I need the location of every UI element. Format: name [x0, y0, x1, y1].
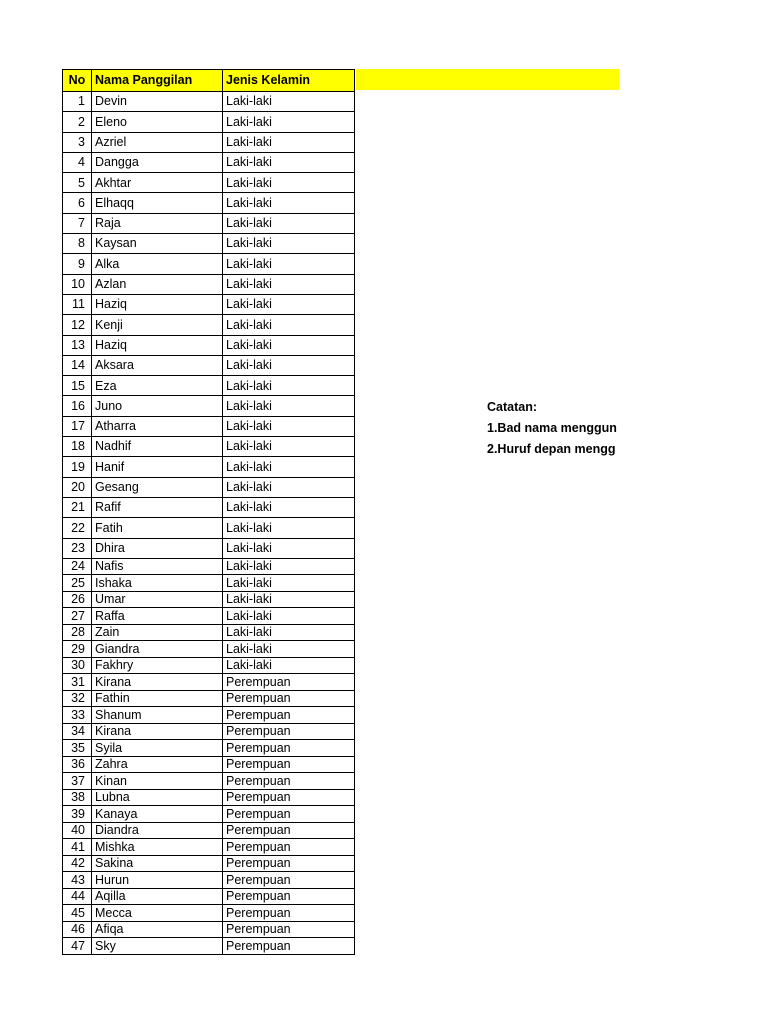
- cell-name: Kenji: [92, 315, 223, 335]
- table-row: [63, 274, 355, 294]
- cell-no: 3: [63, 132, 92, 152]
- cell-name: Ishaka: [92, 575, 223, 592]
- header-no: No: [63, 70, 92, 92]
- table-row: [63, 538, 355, 558]
- cell-gender: Laki-laki: [223, 376, 355, 396]
- table-row: [63, 905, 355, 922]
- cell-name: Raja: [92, 213, 223, 233]
- cell-gender: Perempuan: [223, 756, 355, 773]
- table-row: [63, 457, 355, 477]
- cell-gender: Perempuan: [223, 888, 355, 905]
- cell-gender: Laki-laki: [223, 497, 355, 517]
- cell-name: Diandra: [92, 822, 223, 839]
- cell-name: Mishka: [92, 839, 223, 856]
- cell-no: 12: [63, 315, 92, 335]
- cell-name: Haziq: [92, 294, 223, 314]
- cell-name: Syila: [92, 740, 223, 757]
- cell-no: 35: [63, 740, 92, 757]
- cell-gender: Perempuan: [223, 723, 355, 740]
- table-row: [63, 315, 355, 335]
- cell-gender: Laki-laki: [223, 112, 355, 132]
- cell-gender: Laki-laki: [223, 538, 355, 558]
- cell-no: 47: [63, 938, 92, 955]
- cell-no: 28: [63, 624, 92, 641]
- table-row: [63, 773, 355, 790]
- table-row: [63, 641, 355, 658]
- table-row: [63, 112, 355, 132]
- header-highlight-band: [356, 69, 619, 90]
- table-body: [63, 92, 355, 955]
- cell-gender: Laki-laki: [223, 294, 355, 314]
- cell-gender: Laki-laki: [223, 518, 355, 538]
- cell-name: Eza: [92, 376, 223, 396]
- cell-gender: Laki-laki: [223, 254, 355, 274]
- cell-name: Shanum: [92, 707, 223, 724]
- cell-no: 37: [63, 773, 92, 790]
- cell-gender: Perempuan: [223, 855, 355, 872]
- table-row: [63, 294, 355, 314]
- cell-no: 14: [63, 355, 92, 375]
- cell-no: 17: [63, 416, 92, 436]
- table-header-row: [63, 70, 355, 92]
- cell-no: 1: [63, 92, 92, 112]
- cell-no: 36: [63, 756, 92, 773]
- cell-no: 32: [63, 690, 92, 707]
- cell-gender: Laki-laki: [223, 173, 355, 193]
- cell-name: Gesang: [92, 477, 223, 497]
- cell-name: Umar: [92, 591, 223, 608]
- cell-gender: Laki-laki: [223, 92, 355, 112]
- cell-name: Fathin: [92, 690, 223, 707]
- table-row: [63, 132, 355, 152]
- cell-no: 8: [63, 234, 92, 254]
- cell-no: 29: [63, 641, 92, 658]
- table-row: [63, 756, 355, 773]
- cell-name: Juno: [92, 396, 223, 416]
- table-row: [63, 254, 355, 274]
- names-table: [62, 69, 355, 955]
- cell-gender: Perempuan: [223, 938, 355, 955]
- cell-gender: Laki-laki: [223, 416, 355, 436]
- cell-no: 30: [63, 657, 92, 674]
- table-row: [63, 335, 355, 355]
- cell-gender: Laki-laki: [223, 641, 355, 658]
- cell-gender: Perempuan: [223, 839, 355, 856]
- cell-no: 20: [63, 477, 92, 497]
- cell-gender: Perempuan: [223, 822, 355, 839]
- table-row: [63, 657, 355, 674]
- notes-block: [487, 399, 619, 462]
- cell-name: Kirana: [92, 723, 223, 740]
- table-row: [63, 591, 355, 608]
- table-row: [63, 518, 355, 538]
- table-row: [63, 213, 355, 233]
- table-row: [63, 806, 355, 823]
- cell-gender: Laki-laki: [223, 477, 355, 497]
- table-row: [63, 789, 355, 806]
- cell-no: 18: [63, 437, 92, 457]
- cell-no: 38: [63, 789, 92, 806]
- table-row: [63, 416, 355, 436]
- cell-name: Devin: [92, 92, 223, 112]
- cell-name: Aqilla: [92, 888, 223, 905]
- cell-name: Zain: [92, 624, 223, 641]
- cell-gender: Laki-laki: [223, 152, 355, 172]
- table-row: [63, 193, 355, 213]
- table-row: [63, 888, 355, 905]
- cell-gender: Laki-laki: [223, 355, 355, 375]
- cell-no: 11: [63, 294, 92, 314]
- cell-no: 23: [63, 538, 92, 558]
- cell-no: 6: [63, 193, 92, 213]
- cell-name: Mecca: [92, 905, 223, 922]
- table-row: [63, 690, 355, 707]
- cell-name: Aksara: [92, 355, 223, 375]
- cell-gender: Perempuan: [223, 921, 355, 938]
- table-row: [63, 497, 355, 517]
- table-row: [63, 92, 355, 112]
- table-row: [63, 822, 355, 839]
- notes-line-1: 1.Bad nama menggun: [487, 421, 617, 435]
- table-row: [63, 437, 355, 457]
- table-row: [63, 234, 355, 254]
- cell-gender: Perempuan: [223, 674, 355, 691]
- cell-gender: Perempuan: [223, 740, 355, 757]
- table-row: [63, 872, 355, 889]
- cell-name: Lubna: [92, 789, 223, 806]
- cell-no: 19: [63, 457, 92, 477]
- cell-gender: Perempuan: [223, 872, 355, 889]
- cell-name: Azriel: [92, 132, 223, 152]
- cell-no: 39: [63, 806, 92, 823]
- cell-no: 33: [63, 707, 92, 724]
- cell-name: Atharra: [92, 416, 223, 436]
- cell-name: Zahra: [92, 756, 223, 773]
- table-row: [63, 839, 355, 856]
- table-row: [63, 624, 355, 641]
- cell-name: Dhira: [92, 538, 223, 558]
- cell-gender: Laki-laki: [223, 457, 355, 477]
- cell-name: Kirana: [92, 674, 223, 691]
- cell-name: Haziq: [92, 335, 223, 355]
- cell-no: 16: [63, 396, 92, 416]
- cell-name: Sakina: [92, 855, 223, 872]
- table-row: [63, 723, 355, 740]
- cell-no: 5: [63, 173, 92, 193]
- cell-name: Kaysan: [92, 234, 223, 254]
- table-row: [63, 396, 355, 416]
- cell-no: 13: [63, 335, 92, 355]
- cell-no: 42: [63, 855, 92, 872]
- cell-no: 10: [63, 274, 92, 294]
- cell-gender: Laki-laki: [223, 591, 355, 608]
- cell-no: 40: [63, 822, 92, 839]
- cell-gender: Laki-laki: [223, 624, 355, 641]
- cell-name: Rafif: [92, 497, 223, 517]
- table-row: [63, 575, 355, 592]
- table-row: [63, 855, 355, 872]
- table-row: [63, 558, 355, 575]
- cell-gender: Laki-laki: [223, 335, 355, 355]
- cell-name: Afiqa: [92, 921, 223, 938]
- cell-no: 44: [63, 888, 92, 905]
- cell-gender: Perempuan: [223, 690, 355, 707]
- cell-no: 25: [63, 575, 92, 592]
- table-row: [63, 376, 355, 396]
- cell-name: Kanaya: [92, 806, 223, 823]
- table-row: [63, 921, 355, 938]
- table-row: [63, 152, 355, 172]
- cell-gender: Laki-laki: [223, 193, 355, 213]
- cell-name: Hanif: [92, 457, 223, 477]
- cell-no: 45: [63, 905, 92, 922]
- cell-name: Giandra: [92, 641, 223, 658]
- table-row: [63, 173, 355, 193]
- cell-gender: Laki-laki: [223, 396, 355, 416]
- cell-no: 22: [63, 518, 92, 538]
- table-row: [63, 674, 355, 691]
- cell-gender: Perempuan: [223, 773, 355, 790]
- cell-name: Fatih: [92, 518, 223, 538]
- cell-gender: Laki-laki: [223, 234, 355, 254]
- cell-name: Dangga: [92, 152, 223, 172]
- cell-no: 26: [63, 591, 92, 608]
- cell-gender: Laki-laki: [223, 274, 355, 294]
- cell-gender: Laki-laki: [223, 315, 355, 335]
- cell-gender: Perempuan: [223, 707, 355, 724]
- cell-no: 21: [63, 497, 92, 517]
- cell-no: 9: [63, 254, 92, 274]
- cell-gender: Laki-laki: [223, 213, 355, 233]
- cell-name: Nafis: [92, 558, 223, 575]
- cell-name: Azlan: [92, 274, 223, 294]
- table-row: [63, 477, 355, 497]
- cell-name: Hurun: [92, 872, 223, 889]
- cell-gender: Laki-laki: [223, 437, 355, 457]
- table-row: [63, 355, 355, 375]
- cell-no: 4: [63, 152, 92, 172]
- cell-no: 43: [63, 872, 92, 889]
- cell-gender: Perempuan: [223, 905, 355, 922]
- table-row: [63, 707, 355, 724]
- cell-name: Elhaqq: [92, 193, 223, 213]
- cell-name: Raffa: [92, 608, 223, 625]
- notes-title: Catatan:: [487, 400, 538, 414]
- cell-gender: Laki-laki: [223, 575, 355, 592]
- cell-no: 34: [63, 723, 92, 740]
- cell-gender: Laki-laki: [223, 558, 355, 575]
- cell-no: 46: [63, 921, 92, 938]
- cell-name: Eleno: [92, 112, 223, 132]
- header-name: Nama Panggilan: [92, 70, 223, 92]
- header-gender: Jenis Kelamin: [223, 70, 355, 92]
- cell-no: 2: [63, 112, 92, 132]
- cell-name: Akhtar: [92, 173, 223, 193]
- cell-no: 31: [63, 674, 92, 691]
- cell-name: Kinan: [92, 773, 223, 790]
- notes-line-2: 2.Huruf depan mengg: [487, 442, 616, 456]
- cell-name: Nadhif: [92, 437, 223, 457]
- table-row: [63, 740, 355, 757]
- table-row: [63, 938, 355, 955]
- cell-no: 7: [63, 213, 92, 233]
- cell-gender: Laki-laki: [223, 132, 355, 152]
- cell-gender: Laki-laki: [223, 657, 355, 674]
- cell-gender: Perempuan: [223, 806, 355, 823]
- cell-gender: Laki-laki: [223, 608, 355, 625]
- table-row: [63, 608, 355, 625]
- cell-gender: Perempuan: [223, 789, 355, 806]
- cell-name: Sky: [92, 938, 223, 955]
- cell-name: Fakhry: [92, 657, 223, 674]
- cell-no: 15: [63, 376, 92, 396]
- cell-no: 27: [63, 608, 92, 625]
- cell-no: 24: [63, 558, 92, 575]
- cell-name: Alka: [92, 254, 223, 274]
- cell-no: 41: [63, 839, 92, 856]
